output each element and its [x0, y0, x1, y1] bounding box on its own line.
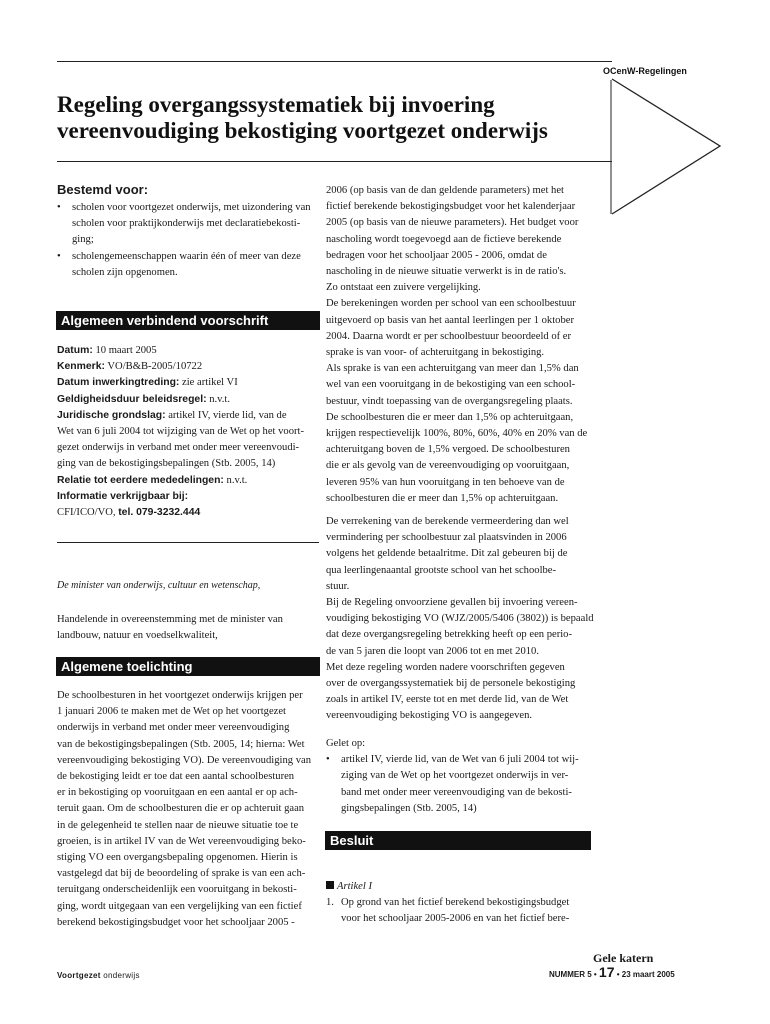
gelet-heading: Gelet op:	[326, 738, 366, 749]
footer-issue: NUMMER 5 • 17 • 23 maart 2005	[549, 964, 675, 980]
datum-row: Datum: 10 maart 2005	[57, 345, 157, 356]
voorschrift-heading: Algemeen verbindend voorschrift	[56, 311, 320, 330]
category-label: OCenW-Regelingen	[603, 66, 687, 76]
artikel-section	[326, 879, 594, 928]
toelichting-text: De schoolbesturen in het voortgezet onderwijs krijgen per 1 januari 2006 te maken met de Wet op het voortgezet onderwijs in verband met onder meer vereenvoudiging van de bekostigingsbepalingen (Stb. 2005, 14; hierna: Wet vereenvoudiging bekostiging VO). De vereenvoudiging van de bekostiging leidt er toe dat een aantal schoolbesturen er in bekostiging op vooruitgaan en een aantal er op ach- teruit gaan. Om de schoolbesturen die er op achteruit gaan in de gelegenheid te stellen naar de nieuwe situatie toe te groeien, is in artikel IV van de Wet vereenvoudiging beko- stiging VO een overgangsbepaling opgenomen. Hierin is vastgelegd dat bij de beoordeling of sprake is van een ach- teruitgang onderscheidenlijk een vooruitgang in bekosti- ging, wordt uitgegaan van een vergelijking van een fictief berekend bekostigingsbudget voor het schooljaar 2005 -	[57, 690, 311, 928]
page-number: 17	[598, 964, 615, 980]
informatie-label: Informatie verkrijgbaar bij:	[57, 490, 189, 502]
toelichting-heading: Algemene toelichting	[56, 657, 320, 676]
bestemd-section	[57, 180, 319, 281]
bestemd-item-2: • scholengemeenschappen waarin één of meer van deze scholen zijn opgenomen.	[57, 250, 301, 278]
katern-label: Gele katern	[593, 951, 654, 965]
geldigheid-row: Geldigheidsduur beleidsregel: n.v.t.	[57, 393, 230, 405]
bestemd-item-1: • scholen voor voortgezet onderwijs, met uizondering van scholen voor praktijkonderwijs met declaratiebekosti- ging;	[57, 202, 311, 246]
kenmerk-row: Kenmerk: VO/B&B-2005/10722	[57, 361, 203, 373]
page-title: Regeling overgangssystematiek bij invoering vereenvoudiging bekostiging voortgezet onderwijs	[57, 92, 548, 143]
title-rule	[57, 161, 612, 162]
footer-section-name: Voortgezet onderwijs	[57, 971, 140, 980]
handelende-text: Handelende in overeenstemming met de minister van landbouw, natuur en voedselkwaliteit,	[57, 614, 283, 642]
bestemd-heading: Bestemd voor:	[57, 182, 149, 197]
relatie-row: Relatie tot eerdere mededelingen: n.v.t.	[57, 474, 248, 486]
top-rule	[57, 61, 612, 62]
arrow-icon	[610, 76, 770, 218]
artikel-item-1: 1. Op grond van het fictief berekend bekostigingsbudget voor het schooljaar 2005-2006 en van het fictief bere-	[326, 897, 570, 925]
gelet-item: • artikel IV, vierde lid, van de Wet van 6 juli 2004 tot wij- ziging van de Wet op het voortgezet onderwijs in ver- band met onder meer vereenvoudiging van de bekosti- gingsbepalingen (Stb. 2005, 14)	[326, 754, 579, 814]
right-para-2: De verrekening van de berekende vermeerdering dan wel vermindering per schoolbestuur zal plaatsvinden in 2006 volgens het geldende betaalritme. Dit zal gebeuren bij de qua leerlingenaantal grootste school van het schoolbe- stuur. Bij de Regeling onvoorziene gevallen bij invoering vereen- voudiging bekostiging VO (WJZ/2005/5406 (3802)) is bepaald dat deze overgangsregeling betrekking heeft op een perio- de van 5 jaren die loopt van 2006 tot en met 2010. Met deze regeling worden nadere voorschriften gegeven over de overgangssystematiek bij de personele bekostiging zoals in artikel IV, eerste tot en met derde lid, van de Wet vereenvoudiging bekostiging VO is aangegeven.	[326, 516, 594, 722]
right-para-1: 2006 (op basis van de dan geldende parameters) met het fictief berekende bekostigingsbudget voor het kalenderjaar 2005 (op basis van de nieuwe parameters). Het budget voor nascholing wordt toegevoegd aan de fictieve berekende bedragen voor het schooljaar 2005 - 2006, omdat de nascholing in de nieuwe situatie verwerkt is in de ratio's. Zo ontstaat een zuivere vergelijking. De berekeningen worden per school van een schoolbestuur uitgevoerd op basis van het aantal leerlingen per 1 oktober 2004. Daarna wordt er per schoolbestuur beoordeeld of er sprake is van voor- of achteruitgang in bekostiging. Als sprake is van een achteruitgang van meer dan 1,5% dan wel van een vooruitgang in de bekostiging van een school- bestuur, vindt toepassing van de overgangsregeling plaats. De schoolbesturen die er meer dan 1,5% op achteruitgaan, krijgen respectievelijk 100%, 80%, 60%, 40% en 20% van de achteruitgang boven de 1,5% vergoed. De schoolbesturen die er als gevolg van de vereenvoudiging op vooruitgaan, leveren 95% van hun vooruitgang in ten behoeve van de schoolbesturen die er meer dan 1,5% op achteruitgaan.	[326, 185, 588, 504]
left-divider	[57, 542, 319, 543]
artikel-label: Artikel I	[326, 879, 594, 895]
inwerking-row: Datum inwerkingtreding: zie artikel VI	[57, 377, 238, 389]
besluit-heading: Besluit	[325, 831, 591, 850]
gelet-section	[326, 736, 594, 817]
minister-line: De minister van onderwijs, cultuur en wetenschap,	[57, 580, 261, 591]
voorschrift-details: Datum: 10 maart 2005 Kenmerk: VO/B&B-2005/10722 Datum inwerkingtreding: zie artikel VI Geldigheidsduur beleidsregel: n.v.t. Juridische grondslag: artikel IV, vierde lid, van de Wet van 6 juli 2004 tot wijziging van de Wet op het voort- gezet onderwijs in verband met onder meer vereenvoudi- ging van de bekostigingsbepalingen (Stb. 2005, 14) Relatie tot eerdere mededelingen: n.v.t. Informatie verkrijgbaar bij: CFI/ICO/VO, tel. 079-3232.444	[57, 343, 319, 521]
square-bullet-icon	[326, 881, 334, 889]
informatie-row: CFI/ICO/VO, tel. 079-3232.444	[57, 507, 201, 519]
grondslag-row: Juridische grondslag: artikel IV, vierde lid, van de	[57, 409, 287, 421]
